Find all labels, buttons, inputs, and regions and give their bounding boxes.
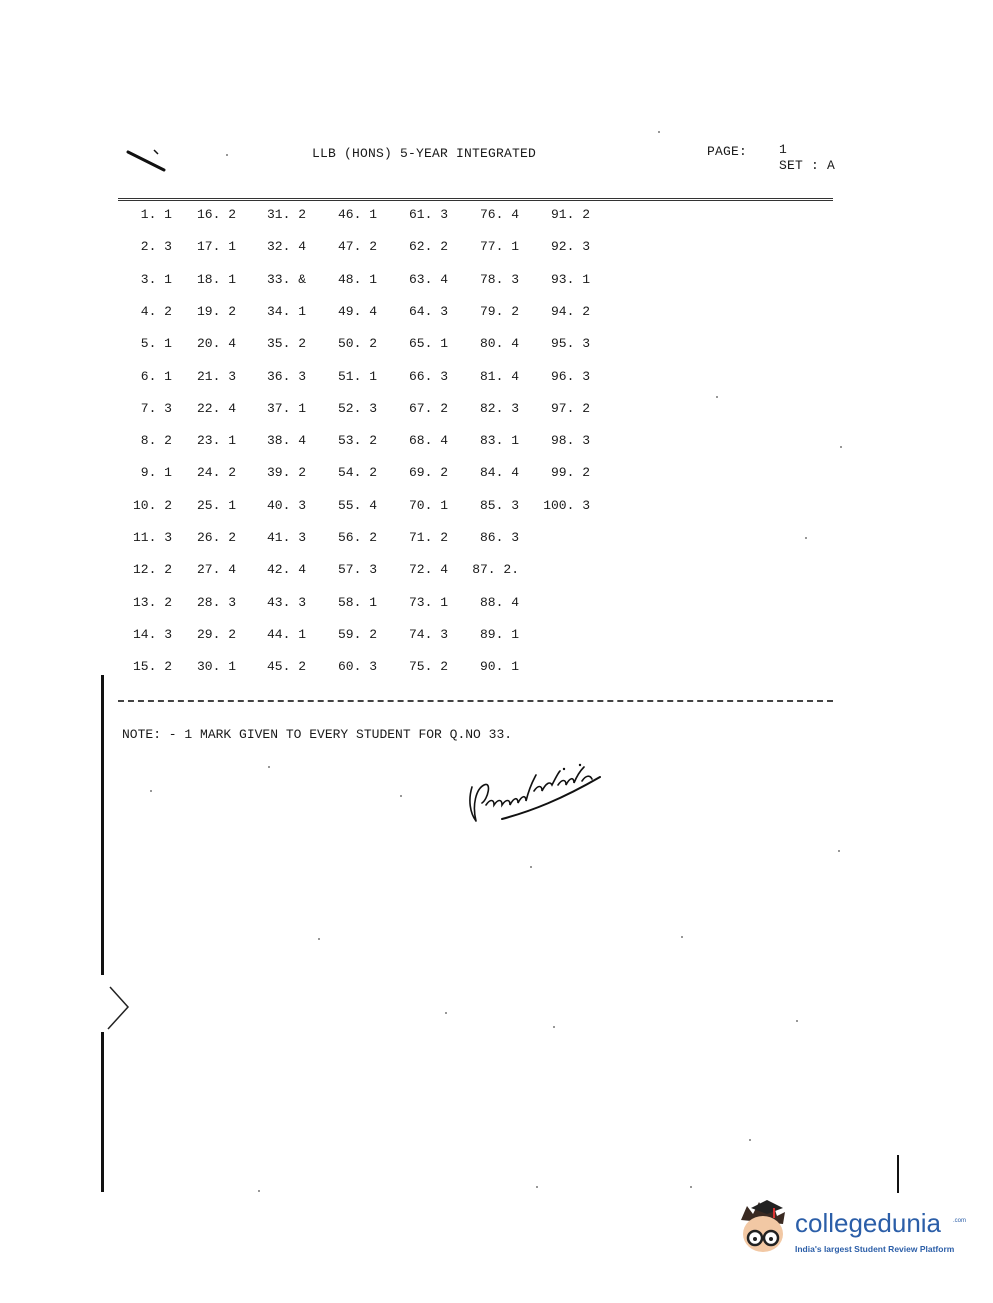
answer-item: 36. 3 xyxy=(266,368,306,384)
page-label: PAGE: xyxy=(707,144,748,159)
answer-item: 71. 2 xyxy=(408,530,448,545)
answer-item: 56. 2 xyxy=(337,530,377,545)
collegedunia-watermark xyxy=(733,1198,967,1260)
answer-item: 100. 3 xyxy=(543,497,590,513)
answer-item: 93. 1 xyxy=(550,271,590,287)
answer-item: 24. 2 xyxy=(196,465,236,481)
answer-item: 5. 1 xyxy=(140,336,172,352)
collegedunia-com: .com xyxy=(953,1218,967,1224)
answer-item: 1. 1 xyxy=(140,207,172,222)
answer-item: 98. 3 xyxy=(550,433,590,449)
signature xyxy=(462,755,607,830)
answer-item: 96. 3 xyxy=(550,368,590,384)
answer-item: 90. 1 xyxy=(479,659,519,675)
answer-item: 42. 4 xyxy=(266,562,306,578)
answer-item: 83. 1 xyxy=(479,433,519,449)
answer-item: 88. 4 xyxy=(479,594,519,610)
answer-item: 73. 1 xyxy=(408,594,448,610)
answer-item: 7. 3 xyxy=(140,400,172,416)
answer-item: 50. 2 xyxy=(337,336,377,352)
answer-item: 30. 1 xyxy=(196,659,236,675)
answer-item: 22. 4 xyxy=(196,400,236,416)
answer-item: 86. 3 xyxy=(479,530,519,545)
answer-item: 12. 2 xyxy=(132,562,172,578)
answer-item: 11. 3 xyxy=(132,530,172,545)
answer-item: 81. 4 xyxy=(479,368,519,384)
scan-edge-line-right xyxy=(897,1155,899,1193)
answer-item: 82. 3 xyxy=(479,400,519,416)
bottom-divider xyxy=(118,700,833,702)
answer-item: 87. 2. xyxy=(472,562,519,578)
answer-item: 85. 3 xyxy=(479,497,519,513)
answer-item: 57. 3 xyxy=(337,562,377,578)
answer-item: 15. 2 xyxy=(132,659,172,675)
answer-item: 9. 1 xyxy=(140,465,172,481)
answer-item: 33. & xyxy=(266,271,306,287)
answer-item: 37. 1 xyxy=(266,400,306,416)
answer-item: 74. 3 xyxy=(408,626,448,642)
answer-item: 20. 4 xyxy=(196,336,236,352)
answer-item: 13. 2 xyxy=(132,594,172,610)
collegedunia-tagline: India's largest Student Review Platform xyxy=(795,1244,955,1254)
answer-item: 16. 2 xyxy=(196,207,236,222)
scan-edge-fold-mark xyxy=(104,985,134,1035)
answer-item: 58. 1 xyxy=(337,594,377,610)
answer-item: 59. 2 xyxy=(337,626,377,642)
answer-item: 65. 1 xyxy=(408,336,448,352)
answer-item: 18. 1 xyxy=(196,271,236,287)
answer-item: 69. 2 xyxy=(408,465,448,481)
mascot-face-icon xyxy=(733,1198,793,1258)
answer-key-grid xyxy=(126,207,626,687)
answer-item: 80. 4 xyxy=(479,336,519,352)
answer-item: 66. 3 xyxy=(408,368,448,384)
answer-item: 47. 2 xyxy=(337,239,377,255)
answer-item: 45. 2 xyxy=(266,659,306,675)
answer-item: 35. 2 xyxy=(266,336,306,352)
answer-item: 40. 3 xyxy=(266,497,306,513)
answer-item: 99. 2 xyxy=(550,465,590,481)
collegedunia-wordmark: collegedunia xyxy=(795,1208,942,1238)
answer-item: 61. 3 xyxy=(408,207,448,222)
answer-item: 91. 2 xyxy=(550,207,590,222)
answer-item: 2. 3 xyxy=(140,239,172,255)
answer-item: 10. 2 xyxy=(132,497,172,513)
answer-item: 64. 3 xyxy=(408,303,448,319)
answer-item: 75. 2 xyxy=(408,659,448,675)
answer-item: 77. 1 xyxy=(479,239,519,255)
answer-item: 51. 1 xyxy=(337,368,377,384)
answer-item: 55. 4 xyxy=(337,497,377,513)
answer-item: 62. 2 xyxy=(408,239,448,255)
answer-item: 94. 2 xyxy=(550,303,590,319)
answer-item: 25. 1 xyxy=(196,497,236,513)
pen-stroke-mark xyxy=(124,146,174,176)
top-divider xyxy=(118,198,833,201)
answer-item: 46. 1 xyxy=(337,207,377,222)
answer-item: 19. 2 xyxy=(196,303,236,319)
answer-item: 26. 2 xyxy=(196,530,236,545)
document-title: LLB (HONS) 5-YEAR INTEGRATED xyxy=(312,146,537,161)
answer-item: 78. 3 xyxy=(479,271,519,287)
answer-item: 34. 1 xyxy=(266,303,306,319)
scan-edge-line-upper xyxy=(101,675,104,975)
answer-item: 79. 2 xyxy=(479,303,519,319)
answer-item: 31. 2 xyxy=(266,207,306,222)
answer-item: 97. 2 xyxy=(550,400,590,416)
answer-item: 43. 3 xyxy=(266,594,306,610)
answer-item: 41. 3 xyxy=(266,530,306,545)
answer-item: 38. 4 xyxy=(266,433,306,449)
answer-item: 76. 4 xyxy=(479,207,519,222)
answer-item: 49. 4 xyxy=(337,303,377,319)
answer-item: 54. 2 xyxy=(337,465,377,481)
answer-item: 84. 4 xyxy=(479,465,519,481)
answer-item: 17. 1 xyxy=(196,239,236,255)
answer-item: 92. 3 xyxy=(550,239,590,255)
page-number: 1 xyxy=(779,142,788,157)
answer-item: 63. 4 xyxy=(408,271,448,287)
answer-item: 14. 3 xyxy=(132,626,172,642)
answer-item: 21. 3 xyxy=(196,368,236,384)
note-text: NOTE: - 1 MARK GIVEN TO EVERY STUDENT FOR Q.NO 33. xyxy=(122,727,513,742)
answer-item: 68. 4 xyxy=(408,433,448,449)
answer-item: 52. 3 xyxy=(337,400,377,416)
answer-item: 95. 3 xyxy=(550,336,590,352)
answer-item: 3. 1 xyxy=(140,271,172,287)
answer-item: 27. 4 xyxy=(196,562,236,578)
answer-item: 6. 1 xyxy=(140,368,172,384)
answer-item: 60. 3 xyxy=(337,659,377,675)
answer-item: 48. 1 xyxy=(337,271,377,287)
answer-item: 67. 2 xyxy=(408,400,448,416)
answer-item: 4. 2 xyxy=(140,303,172,319)
answer-item: 72. 4 xyxy=(408,562,448,578)
answer-item: 44. 1 xyxy=(266,626,306,642)
answer-item: 8. 2 xyxy=(140,433,172,449)
answer-item: 70. 1 xyxy=(408,497,448,513)
answer-item: 53. 2 xyxy=(337,433,377,449)
answer-item: 32. 4 xyxy=(266,239,306,255)
set-label: SET : A xyxy=(779,158,836,173)
answer-item: 29. 2 xyxy=(196,626,236,642)
answer-item: 89. 1 xyxy=(479,626,519,642)
answer-item: 28. 3 xyxy=(196,594,236,610)
answer-item: 39. 2 xyxy=(266,465,306,481)
answer-item: 23. 1 xyxy=(196,433,236,449)
scan-edge-line-lower xyxy=(101,1032,104,1192)
